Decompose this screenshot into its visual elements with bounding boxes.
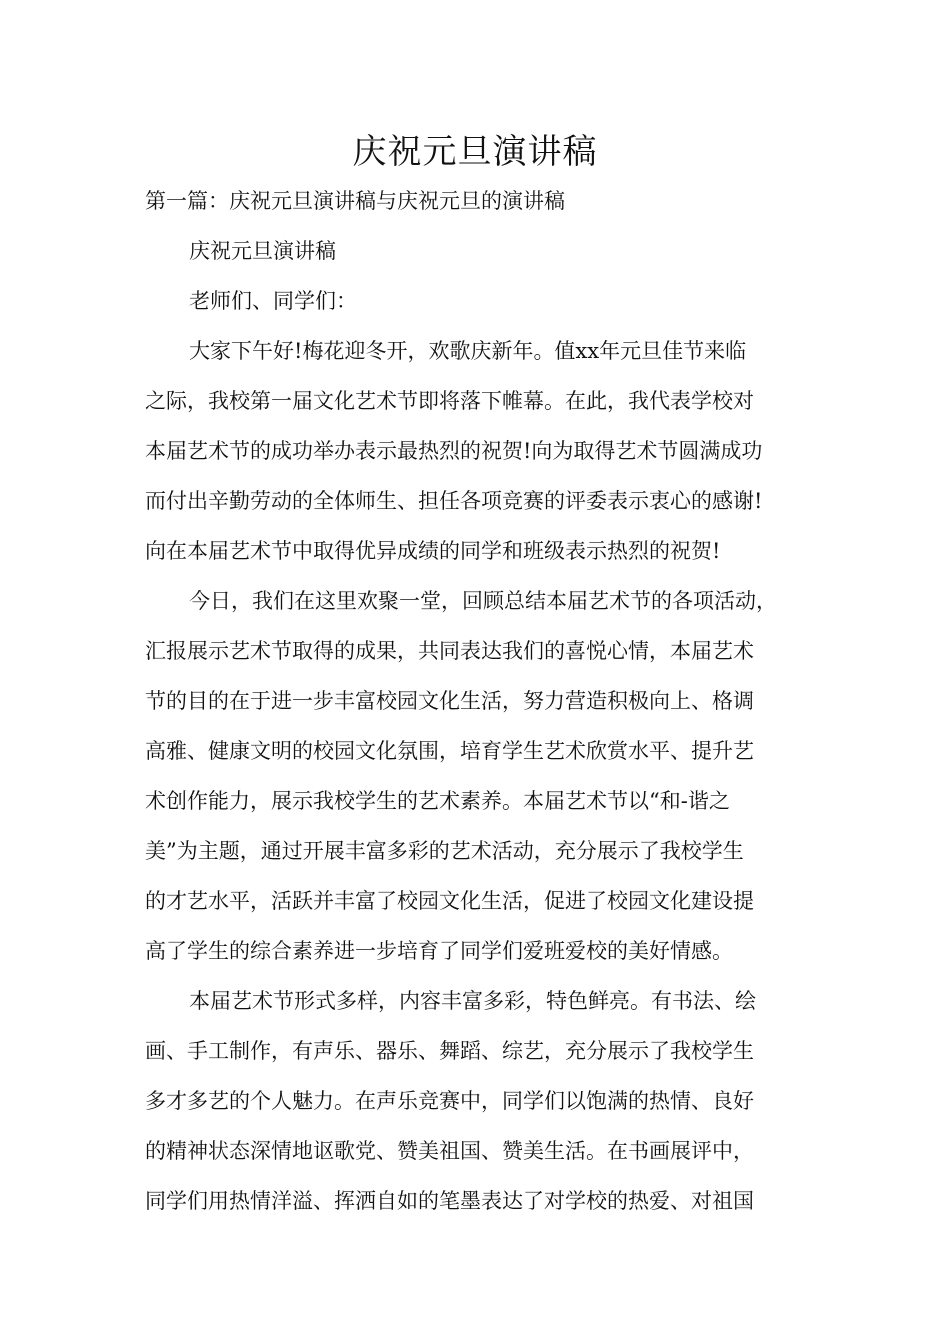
body-line: 画、手工制作，有声乐、器乐、舞蹈、综艺，充分展示了我校学生 [145, 1039, 754, 1063]
body-line: 同学们用热情洋溢、挥洒自如的笔墨表达了对学校的热爱、对祖国 [145, 1189, 754, 1213]
body-line: 的精神状态深情地讴歌党、赞美祖国、赞美生活。在书画展评中， [145, 1139, 754, 1163]
body-line: 之际，我校第一届文化艺术节即将落下帷幕。在此，我代表学校对 [145, 389, 754, 413]
body-line: 大家下午好!梅花迎冬开，欢歌庆新年。值xx年元旦佳节来临 [189, 339, 747, 363]
body-line: 高了学生的综合素养进一步培育了同学们爱班爱校的美好情感。 [145, 939, 733, 963]
body-line: 而付出辛勤劳动的全体师生、担任各项竞赛的评委表示衷心的感谢! [145, 489, 763, 513]
body-line: 术创作能力，展示我校学生的艺术素养。本届艺术节以“和-谐之 [145, 789, 730, 813]
document-title: 庆祝元旦演讲稿 [352, 132, 598, 172]
body-line: 汇报展示艺术节取得的成果，共同表达我们的喜悦心情，本届艺术 [145, 639, 754, 663]
body-line: 今日，我们在这里欢聚一堂，回顾总结本届艺术节的各项活动， [189, 589, 777, 613]
body-line: 的才艺水平，活跃并丰富了校园文化生活，促进了校园文化建设提 [145, 889, 754, 913]
body-line: 多才多艺的个人魅力。在声乐竞赛中，同学们以饱满的热情、良好 [145, 1089, 754, 1113]
body-line: 节的目的在于进一步丰富校园文化生活，努力营造积极向上、格调 [145, 689, 754, 713]
body-line: 向在本届艺术节中取得优异成绩的同学和班级表示热烈的祝贺! [145, 539, 721, 563]
body-line: 本届艺术节的成功举办表示最热烈的祝贺!向为取得艺术节圆满成功 [145, 439, 763, 463]
section-heading: 第一篇：庆祝元旦演讲稿与庆祝元旦的演讲稿 [145, 189, 565, 213]
subtitle: 庆祝元旦演讲稿 [189, 239, 336, 263]
body-line: 美”为主题，通过开展丰富多彩的艺术活动，充分展示了我校学生 [145, 839, 744, 863]
salutation: 老师们、同学们： [189, 289, 357, 313]
body-line: 本届艺术节形式多样，内容丰富多彩，特色鲜亮。有书法、绘 [189, 989, 756, 1013]
body-line: 高雅、健康文明的校园文化氛围，培育学生艺术欣赏水平、提升艺 [145, 739, 754, 763]
